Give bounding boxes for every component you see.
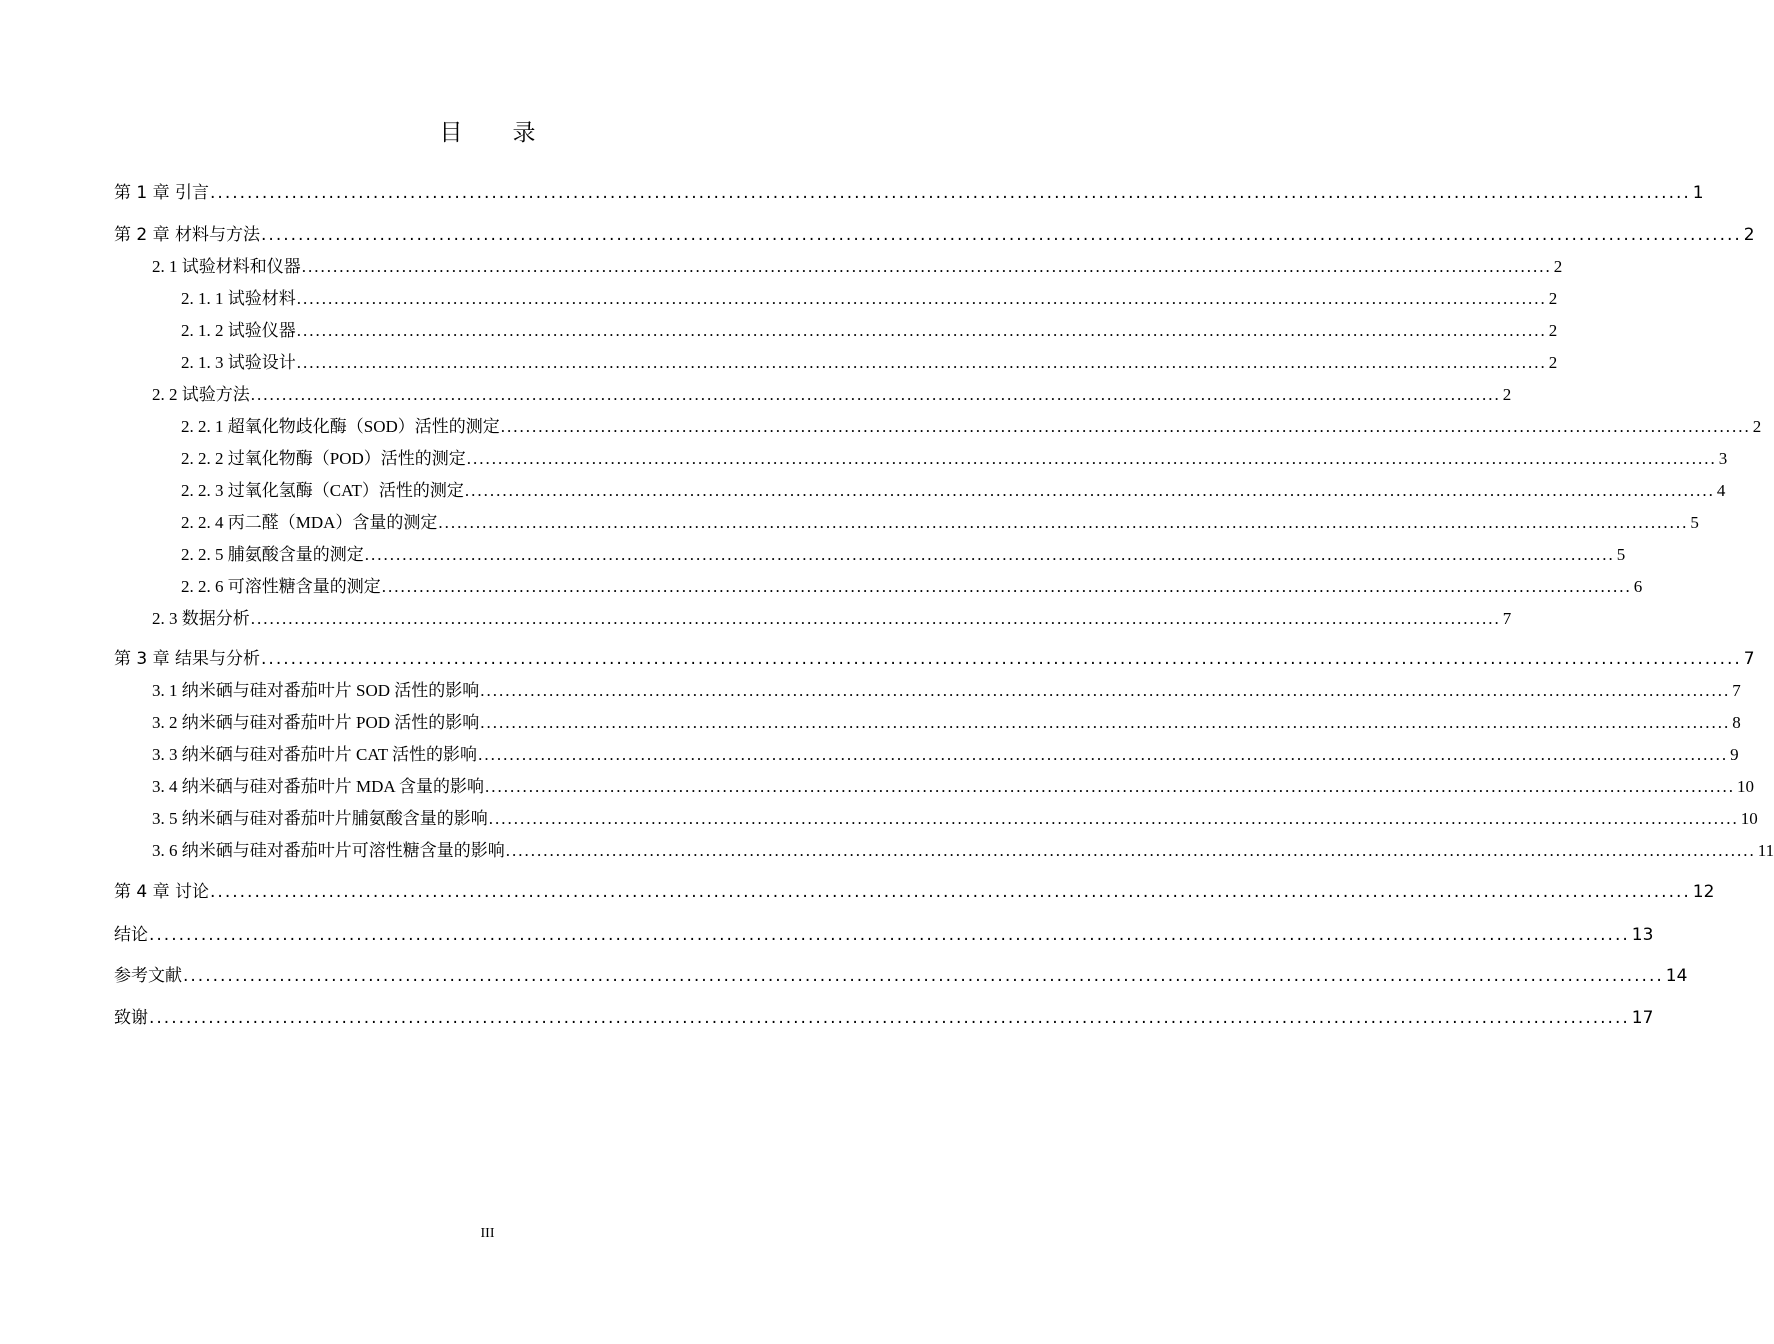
toc-entry-label: 2. 2. 1 超氧化物歧化酶（SOD）活性的测定 [181,417,500,436]
toc-entry-label: 2. 2. 2 过氧化物酶（POD）活性的测定 [181,449,466,468]
toc-entry-page: 2 [1752,417,1762,436]
toc-entry[interactable] [152,678,1741,704]
toc-entry-label: 第 4 章 讨论 [114,882,210,902]
toc-entry[interactable] [181,446,1728,472]
title-char-1: 目 [439,120,463,146]
toc-entry-page: 2 [1548,289,1558,308]
toc-entry-label: 第 3 章 结果与分析 [114,649,261,669]
toc-entry-page: 11 [1757,841,1774,860]
toc-entry[interactable] [152,710,1741,736]
toc-entry-page: 2 [1548,321,1558,340]
toc-dot-leader: ........................................................................................................................................................................................................ [250,385,1501,404]
toc-entry[interactable] [114,222,1755,248]
toc-entry-page: 12 [1692,882,1715,902]
toc-entry-label: 2. 1 试验材料和仪器 [152,257,301,276]
toc-entry[interactable] [114,180,1704,206]
toc-dot-leader: ........................................................................................................................................................................................................ [505,841,1756,860]
toc-entry-label: 第 1 章 引言 [114,183,210,203]
toc-dot-leader: ........................................................................................................................................................................................................ [484,777,1735,796]
toc-dot-leader: ........................................................................................................................................................................................................ [488,809,1739,828]
toc-entry[interactable] [181,414,1762,440]
toc-entry[interactable] [181,542,1626,568]
toc-dot-leader: ........................................................................................................................................................................................................ [478,745,1729,764]
toc-entry-page: 3 [1718,449,1728,468]
toc-entry-label: 3. 4 纳米硒与硅对番茄叶片 MDA 含量的影响 [152,777,484,796]
toc-dot-leader: ........................................................................................................................................................................................................ [480,713,1731,732]
toc-entry-page: 2 [1743,225,1755,245]
toc-entry[interactable] [152,254,1563,280]
toc-dot-leader: ........................................................................................................................................................................................................ [480,681,1731,700]
toc-entry-page: 14 [1665,966,1688,986]
toc-entry-page: 17 [1631,1008,1654,1028]
toc-entry[interactable] [152,742,1739,768]
toc-entry[interactable] [181,478,1726,504]
toc-entry-label: 3. 5 纳米硒与硅对番茄叶片脯氨酸含量的影响 [152,809,488,828]
toc-entry-page: 2 [1502,385,1512,404]
toc-entry-label: 2. 2. 4 丙二醛（MDA）含量的测定 [181,513,438,532]
toc-entry-label: 2. 1. 2 试验仪器 [181,321,296,340]
toc-entry-page: 7 [1732,681,1741,700]
toc-entry[interactable] [114,879,1715,905]
toc-entry-page: 2 [1553,257,1563,276]
toc-entry[interactable] [152,382,1512,408]
toc-dot-leader: ........................................................................................................................................................................................................ [149,1008,1630,1028]
toc-dot-leader: ........................................................................................................................................................................................................ [296,289,1547,308]
toc-entry[interactable] [114,922,1654,948]
toc-entry[interactable] [152,606,1512,632]
toc-entry-page: 6 [1633,577,1643,596]
toc-entry[interactable] [152,806,1758,832]
toc-entry[interactable] [114,963,1688,989]
toc-dot-leader: ........................................................................................................................................................................................................ [183,966,1664,986]
toc-entry-page: 9 [1730,745,1739,764]
toc-entry-page: 4 [1716,481,1726,500]
toc-entry[interactable] [114,1005,1654,1031]
toc-entry-label: 致谢 [114,1008,148,1028]
toc-dot-leader: ........................................................................................................................................................................................................ [500,417,1751,436]
toc-dot-leader: ........................................................................................................................................................................................................ [466,449,1717,468]
toc-entry-label: 结论 [114,925,148,945]
toc-dot-leader: ........................................................................................................................................................................................................ [296,353,1547,372]
toc-dot-leader: ........................................................................................................................................................................................................ [296,321,1547,340]
toc-entry[interactable] [181,574,1643,600]
toc-entry-label: 2. 2. 5 脯氨酸含量的测定 [181,545,364,564]
toc-dot-leader: ........................................................................................................................................................................................................ [210,882,1691,902]
toc-entry[interactable] [181,286,1558,312]
toc-dot-leader: ........................................................................................................................................................................................................ [149,925,1630,945]
toc-entry[interactable] [152,774,1754,800]
toc-entry-label: 2. 2 试验方法 [152,385,250,404]
title-char-2: 录 [512,120,536,146]
toc-entry-page: 10 [1736,777,1754,796]
toc-entry-page: 5 [1690,513,1699,532]
toc-entry-label: 2. 1. 3 试验设计 [181,353,296,372]
toc-entry-label: 3. 2 纳米硒与硅对番茄叶片 POD 活性的影响 [152,713,480,732]
toc-dot-leader: ........................................................................................................................................................................................................ [464,481,1715,500]
toc-dot-leader: ........................................................................................................................................................................................................ [250,609,1501,628]
toc-entry[interactable] [181,350,1558,376]
toc-entry[interactable] [152,838,1774,864]
toc-entry-page: 10 [1740,809,1758,828]
toc-dot-leader: ........................................................................................................................................................................................................ [381,577,1632,596]
toc-dot-leader: ........................................................................................................................................................................................................ [438,513,1689,532]
toc-entry-page: 7 [1743,649,1755,669]
toc-entry-page: 2 [1548,353,1558,372]
toc-entry-label: 2. 1. 1 试验材料 [181,289,296,308]
toc-entry[interactable] [114,646,1755,672]
page-number: III [480,1226,495,1241]
toc-entry-label: 2. 2. 6 可溶性糖含量的测定 [181,577,381,596]
toc-entry-label: 3. 1 纳米硒与硅对番茄叶片 SOD 活性的影响 [152,681,480,700]
toc-dot-leader: ........................................................................................................................................................................................................ [210,183,1691,203]
toc-entry-label: 第 2 章 材料与方法 [114,225,261,245]
toc-dot-leader: ........................................................................................................................................................................................................ [261,225,1742,245]
toc-entry-label: 2. 2. 3 过氧化氢酶（CAT）活性的测定 [181,481,464,500]
toc-entry[interactable] [181,318,1558,344]
toc-entry-label: 3. 6 纳米硒与硅对番茄叶片可溶性糖含量的影响 [152,841,505,860]
toc-entry-page: 8 [1732,713,1741,732]
toc-entry[interactable] [181,510,1699,536]
toc-entry-page: 1 [1692,183,1704,203]
toc-entry-label: 参考文献 [114,966,182,986]
toc-entry-label: 2. 3 数据分析 [152,609,250,628]
toc-entry-page: 5 [1616,545,1626,564]
toc-dot-leader: ........................................................................................................................................................................................................ [261,649,1742,669]
toc-entry-label: 3. 3 纳米硒与硅对番茄叶片 CAT 活性的影响 [152,745,478,764]
toc-dot-leader: ........................................................................................................................................................................................................ [301,257,1552,276]
toc-entry-page: 7 [1502,609,1512,628]
toc-entry-page: 13 [1631,925,1654,945]
toc-dot-leader: ........................................................................................................................................................................................................ [364,545,1615,564]
